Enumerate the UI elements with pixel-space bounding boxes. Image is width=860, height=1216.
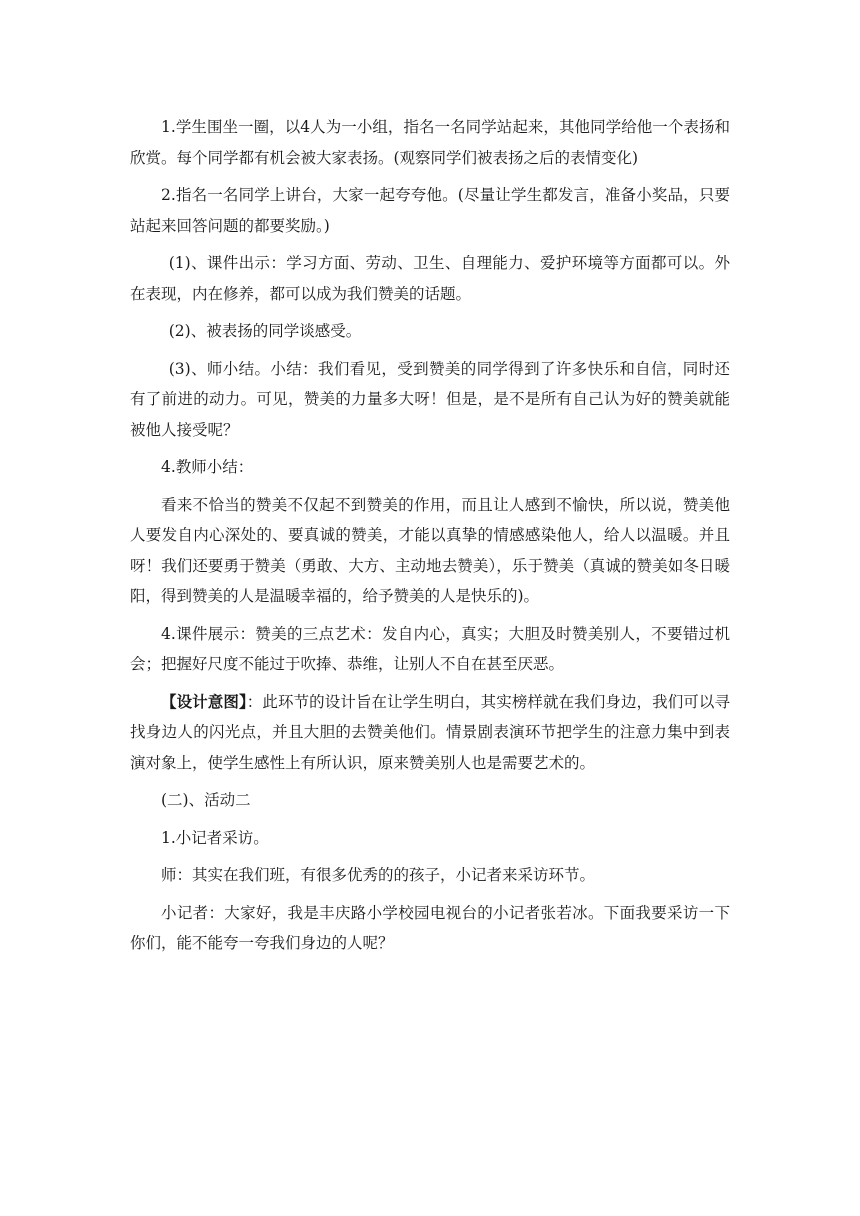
paragraph-activity-two-heading: (二)、活动二 — [161, 791, 251, 809]
paragraph-sub-1: (1)、课件出示：学习方面、劳动、卫生、自理能力、爱护环境等方面都可以。外在表现，内在修养，都可以成为我们赞美的话题。 — [130, 254, 730, 303]
paragraph-design-intent — [130, 687, 730, 779]
paragraph-teacher-summary-heading: 4.教师小结： — [161, 458, 254, 476]
design-intent-label: 【设计意图】 — [161, 691, 247, 711]
design-intent-text: ：此环节的设计旨在让学生明白，其实榜样就在我们身边，我们可以寻找身边人的闪光点，并且大胆的去赞美他们。情景剧表演环节把学生的注意力集中到表演对象上，使学生感性上有所认识，原来赞美别人也是需要艺术的。 — [130, 692, 730, 772]
paragraph-activity-step-2: 2.指名一名同学上讲台，大家一起夸夸他。(尽量让学生都发言，准备小奖品，只要站起来回答问题的都要奖励。) — [130, 186, 730, 235]
paragraph-courseware-display: 4.课件展示：赞美的三点艺术：发自内心，真实；大胆及时赞美别人，不要错过机会；把握好尺度不能过于吹捧、恭维，让别人不自在甚至厌恶。 — [130, 624, 730, 673]
paragraph-teacher-line: 师：其实在我们班，有很多优秀的的孩子，小记者来采访环节。 — [161, 866, 596, 884]
paragraph-reporter-line: 小记者：大家好，我是丰庆路小学校园电视台的小记者张若冰。下面我要采访一下你们，能不能夸一夸我们身边的人呢？ — [130, 903, 730, 952]
paragraph-teacher-summary: 看来不恰当的赞美不仅起不到赞美的作用，而且让人感到不愉快，所以说，赞美他人要发自内心深处的、要真诚的赞美，才能以真挚的情感感染他人，给人以温暖。并且呀！我们还要勇于赞美（勇敢、大方、主动地去赞美），乐于赞美（真诚的赞美如冬日暖阳，得到赞美的人是温暖幸福的，给予赞美的人是快乐的)。 — [130, 495, 730, 605]
paragraph-sub-3: (3)、师小结。小结：我们看见，受到赞美的同学得到了许多快乐和自信，同时还有了前进的动力。可见，赞美的力量多大呀！但是，是不是所有自己认为好的赞美就能被他人接受呢？ — [130, 359, 730, 439]
paragraph-activity-step-1: 1.学生围坐一圈，以4人为一小组，指名一名同学站起来，其他同学给他一个表扬和欣赏。每个同学都有机会被大家表扬。(观察同学们被表扬之后的表情变化) — [130, 118, 730, 167]
paragraph-reporter-interview: 1.小记者采访。 — [161, 828, 269, 847]
document-body — [130, 112, 730, 966]
paragraph-sub-2: (2)、被表扬的同学谈感受。 — [168, 322, 362, 340]
